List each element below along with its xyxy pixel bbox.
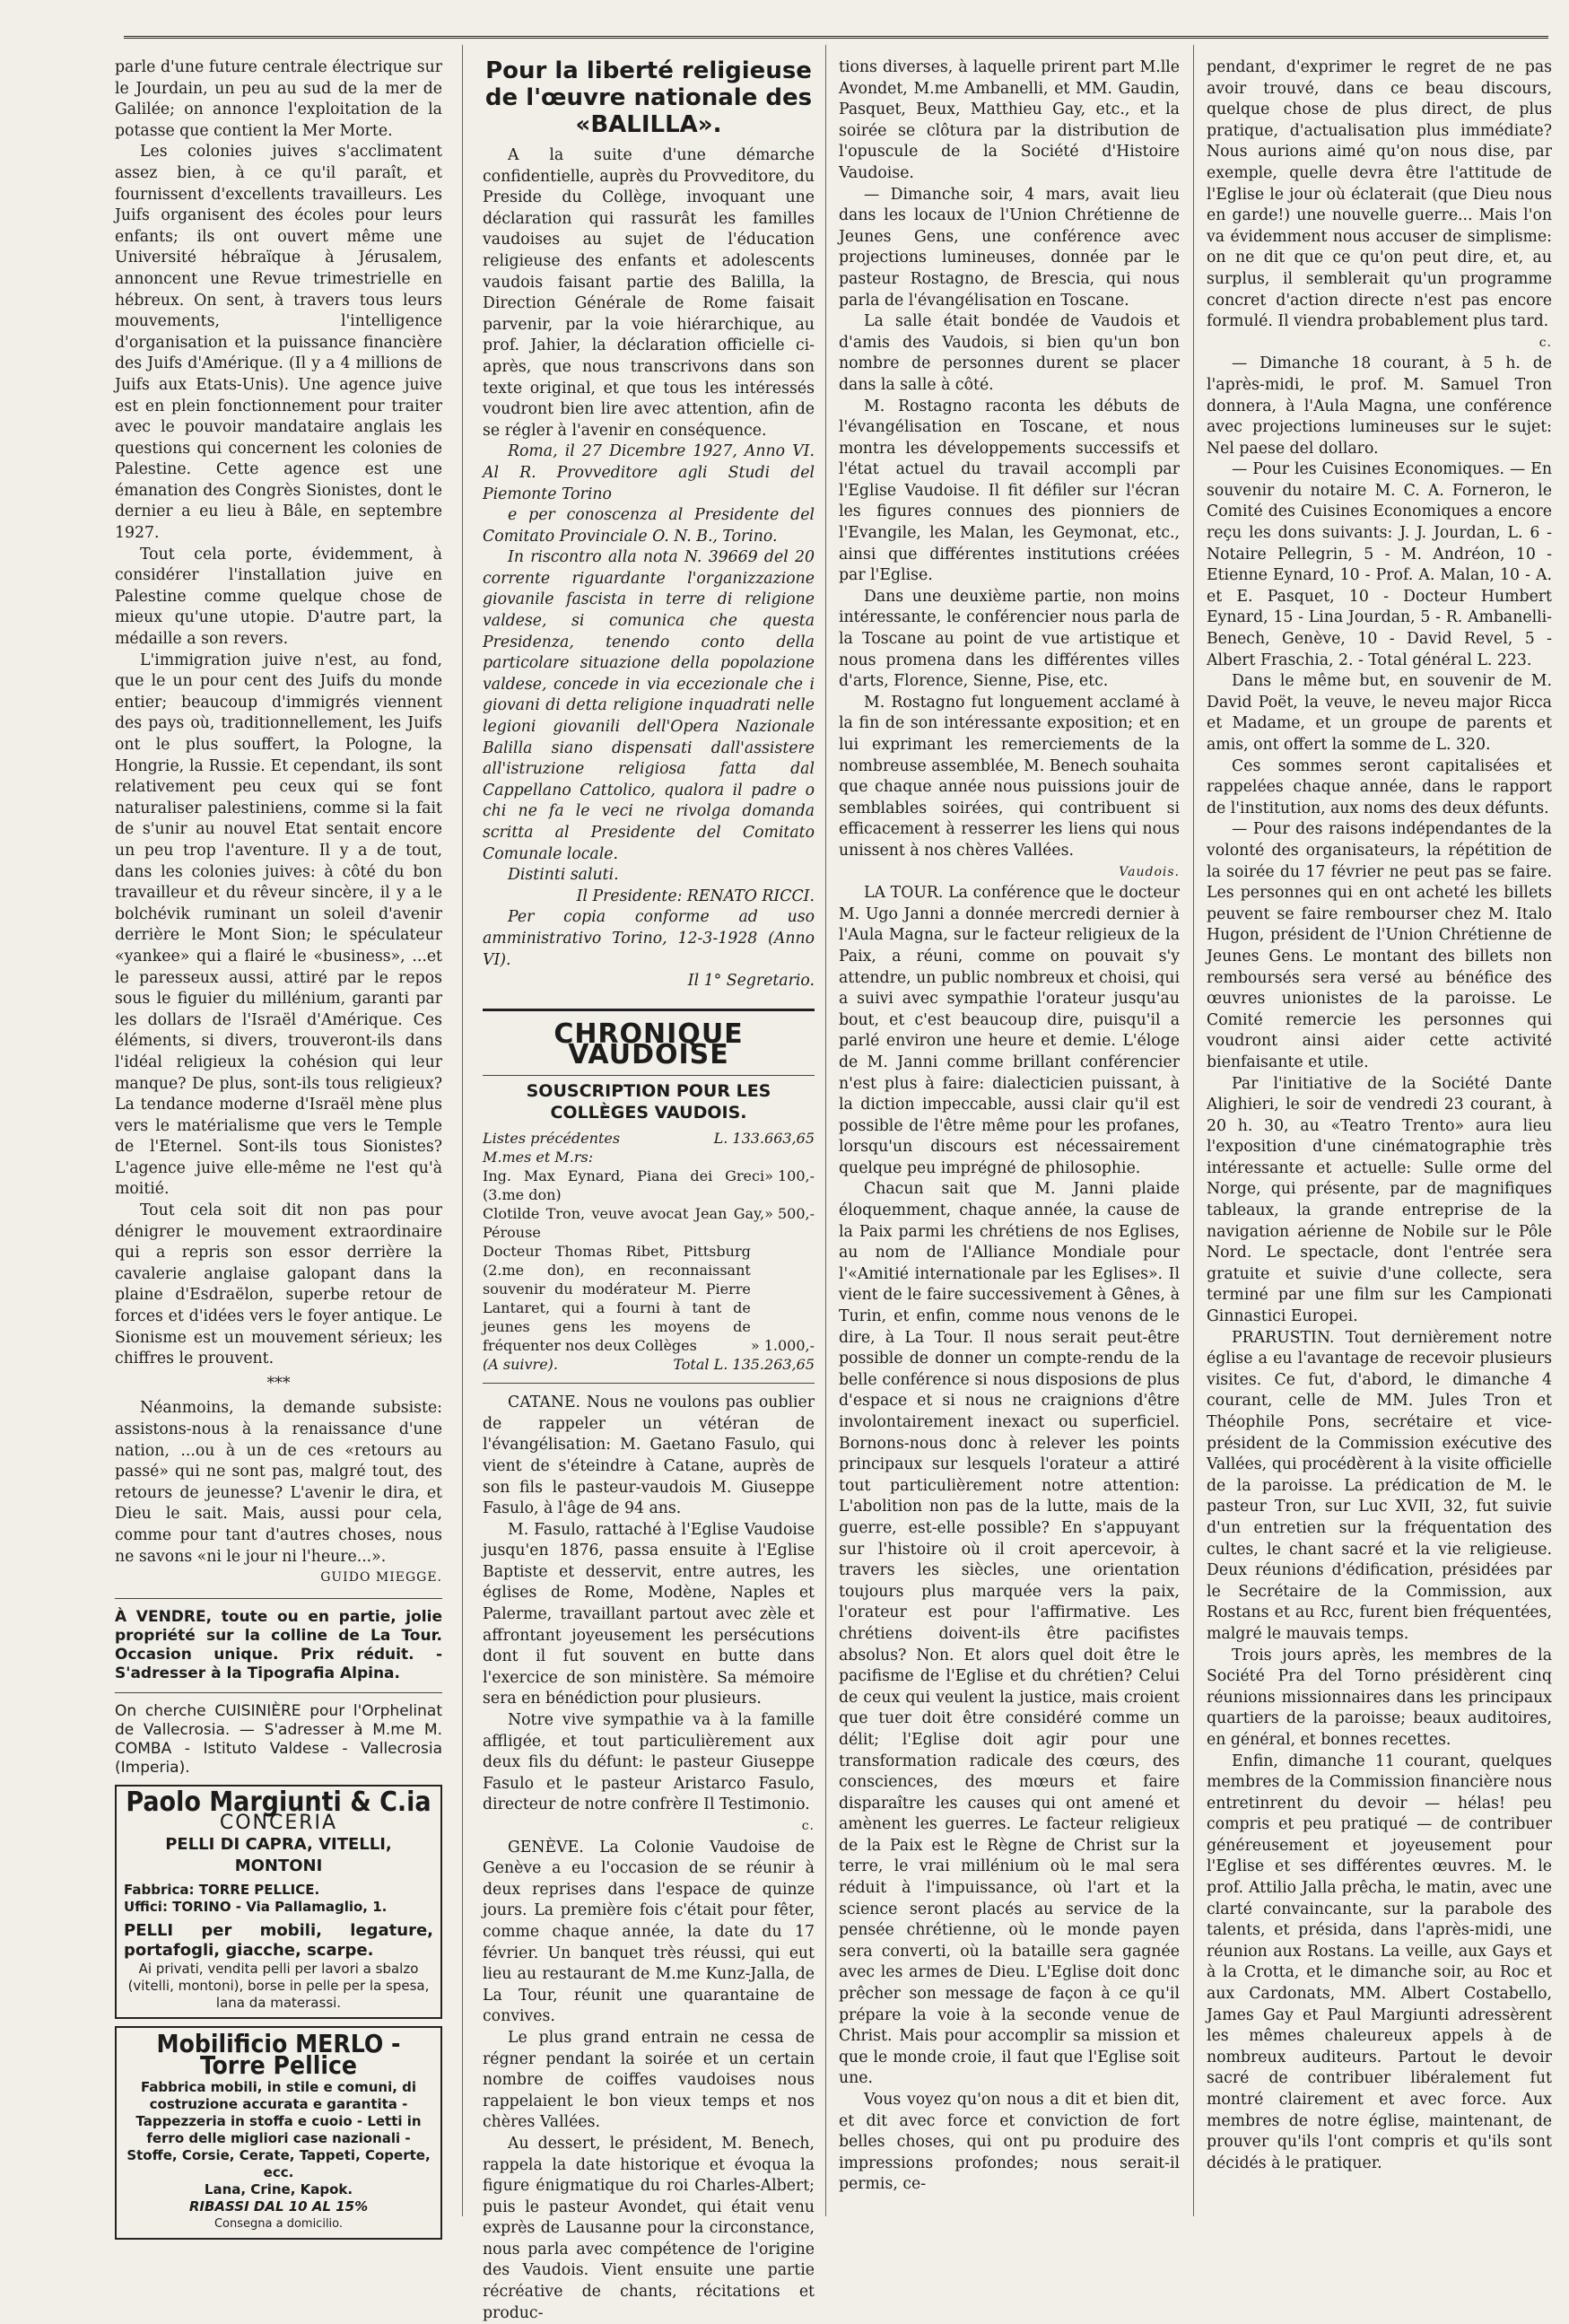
paragraph: L'immigration juive n'est, au fond, que le un pour cent des Juifs du monde entier; beaucoup d'immigrés viennent des pays où, traditionnellement, les Juifs ont le plus souffert, la Pologne, la Hongrie, la Russie. Et cependant, ils sont relativement peu ceux qui se font naturaliser palestiniens, comme si la fait de s'unir au nouvel Etat sentait encore un peu trop l'aventure. Il y a de tout, dans les colonies juives: à côté du bon travailleur et du rêveur sincère, il y a le bolchévik ruminant un soleil d'avenir derrière le Mont Sion; le spéculateur «yankee» qui a flairé le «business», ...et le paresseux aussi, attiré par le repos sous le figuier du millénium, garanti par les dollars de l'Israël d'Amérique. Ces éléments, si divers, trouveront-ils dans l'idéal religieux la cohésion qui leur manque? De plus, sont-ils tous religieux? La tendance moderne d'Israël mène plus vers le matérialisme que vers le Temple de l'Eternel. Sont-ils tous Sionistes? L'agence juive elle-même ne l'est qu'à moitié. bbox=[115, 651, 442, 1199]
column-divider bbox=[462, 45, 463, 2216]
classified-ad-cuisiniere: On cherche CUISINIÈRE pour l'Orphelinat de Vallecrosia. — S'adresser à M.me M. COMBA - Istituto Valdese - Vallecrosia (Imperia). bbox=[115, 1701, 442, 1777]
paragraph: PRARUSTIN. Tout dernièrement notre église a eu l'avantage de recevoir plusieurs visites. Ce fut, d'abord, le dimanche 4 courant, celle de MM. Jules Tron et Théophile Pons, secrétaire et vice-président de la Commission exécutive des Vallées, qui procédèrent à la visite officielle de la paroisse. La prédication de M. le pasteur Tron, sur Luc XVII, 32, fut suivie d'un entretien sur la fréquentation des cultes, le chant sacré et la vie religieuse. Deux réunions d'édification, présidées par le Secrétaire de la Commission, aux Rostans et au Rcc, furent bien fréquentées, malgré le mauvais temps. bbox=[1207, 1328, 1552, 1643]
paragraph: M. Rostagno raconta les débuts de l'évangélisation en Toscane, et nous montra les développements successifs et l'état actuel du travail accompli par l'Eglise Vaudoise. Il fit défiler sur l'écran les figures connues des pionniers de l'Evangile, les Malan, les Geymonat, etc., ainsi que différentes institutions créées par l'Eglise. bbox=[839, 397, 1180, 585]
paragraph: GENÈVE. La Colonie Vaudoise de Genève a eu l'occasion de se réunir à deux reprises dans l'espace de quinze jours. La première fois c'était pour fêter, comme chaque année, la date du 17 février. Un banquet très réussi, qui eut lieu au restaurant de M.me Kunz-Jalla, de La Tour, réunit une quarantaine de convives. bbox=[483, 1838, 815, 2026]
letter-copy-note: Per copia conforme ad uso amministrativo Torino, 12-3-1928 (Anno VI). bbox=[483, 908, 815, 969]
paragraph: Néanmoins, la demande subsiste: assistons-nous à la renaissance d'une nation, ...ou à un de ces «retours au passé» qui ne sont pas, malgré tout, des retours de jeunesse? L'avenir le dira, et Dieu le sait. Mais, aussi pour cela, comme pour tant d'autres choses, nous ne savons «ni le jour ni l'heure...». bbox=[115, 1399, 442, 1566]
ad-discount: RIBASSI DAL 10 AL 15% bbox=[188, 2198, 369, 2215]
letter-secretary: Il 1° Segretario. bbox=[687, 972, 815, 991]
ad-margiunti bbox=[115, 1785, 442, 2019]
ad-delivery: Consegna a domicilio. bbox=[214, 2217, 344, 2232]
paragraph: Dans le même but, en souvenir de M. David Poët, la veuve, le neveu major Ricca et Madame, et un groupe de parents et amis, ont offert la somme de L. 320. bbox=[1207, 672, 1552, 754]
article-title: Pour la liberté religieuse de l'œuvre nationale des «BALILLA». bbox=[484, 57, 813, 138]
subscription-row: Listes précédentes L. 133.663,65 bbox=[483, 1130, 815, 1148]
paragraph: — Dimanche 18 courant, à 5 h. de l'après-midi, le prof. M. Samuel Tron donnera, à l'Aula Magna, une conférence avec projections lumineuses sur le sujet: Nel paese del dollaro. bbox=[1207, 354, 1552, 458]
paragraph: Ces sommes seront capitalisées et rappelées chaque année, dans le rapport de l'institution, aux noms des deux défunts. bbox=[1207, 756, 1552, 817]
column-4 bbox=[1207, 57, 1552, 2174]
column-divider bbox=[1193, 45, 1194, 2216]
ad-factory: Fabbrica: TORRE PELLICE. bbox=[124, 1882, 320, 1899]
paragraph: La salle était bondée de Vaudois et d'amis des Vaudois, si bien qu'un bon nombre de personnes durent se placer dans la salle à côté. bbox=[839, 312, 1180, 394]
subscription-row: Clotilde Tron, veuve avocat Jean Gay, Pérouse » 500,- bbox=[483, 1205, 815, 1242]
divider bbox=[115, 1598, 442, 1599]
paragraph: Notre vive sympathie va à la famille affligée, et tout particulièrement aux deux fils du défunt: le pasteur Giuseppe Fasulo et le pasteur Aristarco Fasulo, directeur de notre confrère Il Testimonio. bbox=[483, 1711, 815, 1814]
subscription-total: (A suivre). Total L. 135.263,65 bbox=[483, 1356, 815, 1374]
letter-cc: e per conoscenza al Presidente del Comitato Provinciale O. N. B., Torino. bbox=[483, 506, 815, 546]
author-signature: c. bbox=[1538, 335, 1552, 350]
section-separator: *** bbox=[266, 1374, 291, 1393]
letter-header: Roma, il 27 Dicembre 1927, Anno VI. Al R. Provveditore agli Studi del Piemonte Torino bbox=[483, 442, 815, 503]
paragraph: parle d'une future centrale électrique sur le Jourdain, un peu au sud de la mer de Galilée; on annonce l'exploitation de la potasse que contient la Mer Morte. bbox=[115, 58, 442, 140]
paragraph: A la suite d'une démarche confidentielle, auprès du Provveditore, du Preside du Collège, invoquant une déclaration qui rassurât les familles vaudoises au sujet de l'éducation religieuse des enfants et adolescents vaudois faisant partie des Balilla, la Direction Générale de Rome faisait parvenir, par la voie hiérarchique, au prof. Jahier, la déclaration officielle ci-après, que nous transcrivons dans son texte original, et que tous les intéressés voudront bien lire avec attention, afin de se régler à l'avenir en conséquence. bbox=[483, 146, 815, 440]
ad-subtitle: CONCERIA bbox=[219, 1812, 338, 1835]
paragraph: Par l'initiative de la Société Dante Alighieri, le soir de vendredi 23 courant, à 20 h. 30, au «Teatro Trento» aura lieu l'exposition d'une cinématographie très intéressante et actuelle: Sulle orme del Norge, qui présente, par de magnifiques tableaux, la grande entreprise de la navigation aérienne de Nobile sur le Pôle Nord. Le spectacle, dont l'entrée sera gratuite et suivie d'une collecte, sera terminé par une film sur les Campionati Ginnastici Europei. bbox=[1207, 1074, 1552, 1326]
letter-body: In riscontro alla nota N. 39669 del 20 corrente riguardante l'organizzazione giovanile fascista in terre di religione valdese, si comunica che questa Presidenza, tenendo conto della particolare situazione della popolazione valdese, concede in via eccezionale che i giovani di detta religione inquadrati nelle legioni giovanili dell'Opera Nazionale Balilla siano dispensati dall'assistere all'istruzione religiosa fatta dal Cappellano Cattolico, qualora il padre o chi ne fa le veci ne rivolga domanda scritta al Presidente del Comitato Comunale locale. bbox=[483, 548, 815, 863]
ad-products: PELLI DI CAPRA, VITELLI, MONTONI bbox=[165, 1834, 392, 1875]
ad-company-name: Mobilificio MERLO - Torre Pellice bbox=[156, 2029, 401, 2080]
header-rule bbox=[124, 36, 1548, 42]
author-signature: c. bbox=[801, 1819, 815, 1833]
paragraph: M. Fasulo, rattaché à l'Eglise Vaudoise jusqu'en 1876, passa ensuite à l'Eglise Baptiste et desservit, entre autres, les églises de Rome, Modène, Naples et Palerme, travaillant partout avec zèle et affrontant joyeusement les persécutions dont il fut souvent en butte dans l'exercice de son ministère. Sa mémoire sera en bénédiction pour plusieurs. bbox=[483, 1520, 815, 1708]
paragraph: LA TOUR. La conférence que le docteur M. Ugo Janni a donnée mercredi dernier à l'Aula Magna, sur le facteur religieux de la Paix, a réuni, comme on pouvait s'y attendre, un public nombreux et choisi, qui a suivi avec sympathie l'orateur jusqu'au bout, et c'est beaucoup dire, puisqu'il a parlé environ une heure et demie. L'éloge de M. Janni comme brillant conférencier n'est plus à faire: dialecticien puissant, à la diction impeccable, aussi clair qu'il est possible de l'être même pour les profanes, lorsqu'un discours est nécessairement quelque peu imprégné de philosophie. bbox=[839, 884, 1180, 1177]
letter-closing: Distinti saluti. bbox=[508, 866, 619, 885]
ad-company-name: Paolo Margiunti & C.ia bbox=[126, 1786, 431, 1818]
paragraph: Trois jours après, les membres de la Société Pra del Torno présidèrent cinq réunions missionnaires dans les principaux quartiers de la paroisse; beaux auditoires, en général, et bonnes recettes. bbox=[1207, 1646, 1552, 1749]
paragraph: Au dessert, le président, M. Benech, rappela la date historique et évoqua la figure énigmatique du roi Charles-Albert; puis le pasteur Avondet, qui était venu exprès de Lausanne pour la circonstance, nous parla avec compétence de l'origine des Vaudois. Vient ensuite une partie récréative de chants, récitations et produc- bbox=[483, 2134, 815, 2322]
paragraph: Tout cela soit dit non pas pour dénigrer le mouvement extraordinaire qui a repris son essor derrière la cavalerie anglaise galopant dans la plaine d'Esdraëlon, superbe retour de forces et d'idées vers le foyer antique. Le Sionisme est un mouvement sérieux; les chiffres le prouvent. bbox=[115, 1201, 442, 1368]
subscription-row: Docteur Thomas Ribet, Pittsburg (2.me don), en reconnaissant souvenir du modérateur M. Pierre Lantaret, qui a fourni à tant de jeunes gens les moyens de fréquenter nos deux Collèges » 1.000,- bbox=[483, 1243, 815, 1355]
paragraph: Tout cela porte, évidemment, à considérer l'installation juive en Palestine comme quelque chose de mieux qu'une utopie. D'autre part, la médaille a son revers. bbox=[115, 545, 442, 649]
paragraph: Vous voyez qu'on nous a dit et bien dit, et dit avec force et conviction de fort belles choses, qui ont pu produire des impressions profondes; nous serait-il permis, ce- bbox=[839, 2091, 1180, 2194]
author-signature: GUIDO MIEGGE. bbox=[320, 1570, 442, 1586]
letter-signature: Il Presidente: RENATO RICCI. bbox=[576, 887, 815, 905]
ad-body: Fabbrica mobili, in stile e comuni, di costruzione accurata e garantita - Tappezzeria in stoffa e cuoio - Letti in ferro delle migliori case nazionali - Stoffe, Corsie, Cerate, Tappeti, Coperte, ecc. bbox=[126, 2079, 431, 2181]
column-divider bbox=[825, 45, 826, 2216]
author-signature: Vaudois. bbox=[1119, 864, 1180, 879]
section-heading: CHRONIQUE VAUDOISE bbox=[483, 1009, 815, 1066]
paragraph: Chacun sait que M. Janni plaide éloquemment, chaque année, la cause de la Paix parmi les chrétiens de nos Eglises, au nom de l'Alliance Mondiale pour l'«Amitié internationale par les Eglises». Il vient de le faire successivement à Gênes, à Turin, et enfin, comme nous venons de le dire, à La Tour. Il nous serait peut-être possible de donner un compte-rendu de la belle conférence si nous disposions de plus d'espace et si nous ne craignions d'être involontairement inexact ou superficiel. Bornons-nous donc à relever les points principaux sur lesquels l'orateur a attiré tout particulièrement notre attention: L'abolition non pas de la lutte, mais de la guerre, est-elle possible? En s'appuyant sur l'histoire où il croit apercevoir, à travers les siècles, une orientation toujours plus marquée vers la paix, l'orateur est pour l'affirmative. Les chrétiens doivent-ils être pacifistes absolus? Non. Et alors quel doit être le pacifisme de l'Eglise et du chrétien? Celui de ceux qui veulent la justice, mais croient que tuer doit être considéré comme un délit; l'Eglise doit agir pour une transformation radicale des cœurs, des consciences, des mœurs et faire disparaître les causes qui ont amené et amènent les guerres. Le facteur religieux de la Paix est le Règne de Christ sur la terre, le vrai millénium où le mal sera réduit à l'impuissance, où l'art et la science seront placés au service de la pensée chrétienne, où le monde payen sera converti, où la bataille sera gagnée avec les armes de Dieu. L'Eglise doit donc prêcher son message de façon à ce qu'il prépare la voie à la seconde venue de Christ. Mais pour accomplir sa mission et que le monde croie, il faut que l'Eglise soit une. bbox=[839, 1180, 1180, 2088]
paragraph: — Pour des raisons indépendantes de la volonté des organisateurs, la répétition de la soirée du 17 février ne peut pas se faire. Les personnes qui en ont acheté les billets peuvent se faire rembourser chez M. Italo Hugon, président de l'Union Chrétienne de Jeunes Gens. Le montant des billets non remboursés sera versé au bénéfice des œuvres unionistes de la paroisse. Le Comité remercie les personnes qui voudront ainsi aider cette activité bienfaisante et utile. bbox=[1207, 820, 1552, 1071]
column-1 bbox=[115, 57, 442, 2240]
ad-pelli: PELLI per mobili, legature, portafogli, giacche, scarpe. bbox=[124, 1921, 433, 1961]
paragraph: — Pour les Cuisines Economiques. — En souvenir du notaire M. C. A. Forneron, le Comité des Cuisines Economiques a encore reçu les dons suivants: J. J. Jourdan, L. 6 - Notaire Pellegrin, 5 - M. Andréon, 10 - Etienne Eynard, 10 - Prof. A. Malan, 10 - A. et E. Pasquet, 10 - Docteur Humbert Eynard, 15 - Lina Jourdan, 5 - R. Ambanelli-Benech, Genève, 10 - David Revel, 5 - Albert Fraschia, 2. - Total général L. 223. bbox=[1207, 460, 1552, 669]
ad-private-sales: Ai privati, vendita pelli per lavori a sbalzo (vitelli, montoni), borse in pelle per la spesa, lana da materassi. bbox=[127, 1961, 430, 2012]
paragraph: Dans une deuxième partie, non moins intéressante, le conférencier nous parla de la Toscane au point de vue artistique et nous promena dans les différentes villes d'arts, Florence, Sienne, Pise, etc. bbox=[839, 587, 1180, 691]
paragraph: M. Rostagno fut longuement acclamé à la fin de son intéressante exposition; et en lui exprimant les remerciements de la nombreuse assemblée, M. Benech souhaita que chaque année nous puissions jouir de semblables soirées, qui contribuent si efficacement à resserrer les liens qui nous unissent à nos chères Vallées. bbox=[839, 693, 1180, 860]
column-3 bbox=[839, 57, 1180, 2196]
paragraph: pendant, d'exprimer le regret de ne pas avoir trouvé, dans ce beau discours, quelque chose de plus direct, de plus pratique, d'actualisation plus immédiate? Nous aurions aimé qu'on nous dise, par exemple, quelle devra être l'attitude de l'Eglise le jour où éclaterait (que Dieu nous en garde!) une nouvelle guerre... Mais l'on va évidemment nous accuser de simplisme: on ne dit que ce qu'on peut dire, et, au surplus, il semblerait qu'un programme concret d'action directe n'est pas encore formulé. Il viendra probablement plus tard. bbox=[1207, 58, 1552, 331]
subscription-heading: SOUSCRIPTION POUR LES COLLÈGES VAUDOIS. bbox=[483, 1075, 815, 1123]
divider bbox=[483, 1383, 815, 1384]
paragraph: Enfin, dimanche 11 courant, quelques membres de la Commission financière nous entretinrent du devoir — hélas! peu compris et peu pratiqué — de contribuer généreusement et joyeusement pour l'Eglise et ses différentes œuvres. M. le prof. Attilio Jalla prêcha, le matin, avec une clarté convaincante, sur la parabole des talents, et présida, dans l'après-midi, une réunion aux Rostans. La veille, aux Gays et à la Crotta, et le dimanche soir, au Roc et aux Cardonats, MM. Albert Costabello, James Gay et Paul Margiunti adressèrent les mêmes chaleureux appels à de nombreux auditeurs. Partout le devoir sacré de contribuer libéralement fut montré clairement et avec force. Aux membres de notre église, maintenant, de prouver qu'ils l'ont compris et qu'ils sont décidés à le pratiquer. bbox=[1207, 1752, 1552, 2172]
subscription-row: M.mes et M.rs: bbox=[483, 1149, 594, 1166]
paragraph: Les colonies juives s'acclimatent assez bien, à ce qu'il paraît, et fournissent d'excellents travailleurs. Les Juifs organisent des écoles pour leurs enfants; ils ont ouvert même une Université hébraïque à Jérusalem, annoncent une Revue trimestrielle en hébreux. On sent, à travers tous leurs mouvements, l'intelligence d'organisation et la puissance financière des Juifs d'Amérique. (Il y a 4 millions de Juifs aux Etats-Unis). Une agence juive est en plein fonctionnement pour traiter avec le pouvoir mandataire anglais les questions qui concernent les colonies de Palestine. Cette agence est une émanation des Congrès Sionistes, dont le dernier a eu lieu à Bâle, en septembre 1927. bbox=[115, 143, 442, 543]
subscription-row: Ing. Max Eynard, Piana dei Greci (3.me don) » 100,- bbox=[483, 1167, 815, 1204]
ad-merlo bbox=[115, 2026, 442, 2240]
paragraph: CATANE. Nous ne voulons pas oublier de rappeler un vétéran de l'évangélisation: M. Gaetano Fasulo, qui vient de s'éteindre à Catane, auprès de son fils le pasteur-vaudois M. Giuseppe Fasulo, à l'âge de 94 ans. bbox=[483, 1394, 815, 1518]
classified-ad-vendre: À VENDRE, toute ou en partie, jolie propriété sur la colline de La Tour. Occasion unique. Prix réduit. - S'adresser à la Tipografia Alpina. bbox=[115, 1607, 442, 1682]
ad-materials: Lana, Crine, Kapok. bbox=[204, 2181, 353, 2198]
paragraph: Le plus grand entrain ne cessa de régner pendant la soirée et un certain nombre de coiffes vaudoises nous rappelaient le bon vieux temps et nos chères Vallées. bbox=[483, 2028, 815, 2132]
divider bbox=[115, 1692, 442, 1693]
paragraph: — Dimanche soir, 4 mars, avait lieu dans les locaux de l'Union Chrétienne de Jeunes Gens, une conférence avec projections lumineuses, donnée par le pasteur Rostagno, de Brescia, qui nous parla de l'évangélisation en Toscane. bbox=[839, 185, 1180, 310]
paragraph: tions diverses, à laquelle prirent part M.lle Avondet, M.me Ambanelli, et MM. Gaudin, Pasquet, Beux, Matthieu Gay, etc., et la soirée se clôtura par la distribution de l'opuscule de la Société d'Histoire Vaudoise. bbox=[839, 58, 1180, 182]
ad-offices: Uffici: TORINO - Via Pallamaglio, 1. bbox=[124, 1899, 388, 1916]
column-2 bbox=[483, 57, 815, 2324]
